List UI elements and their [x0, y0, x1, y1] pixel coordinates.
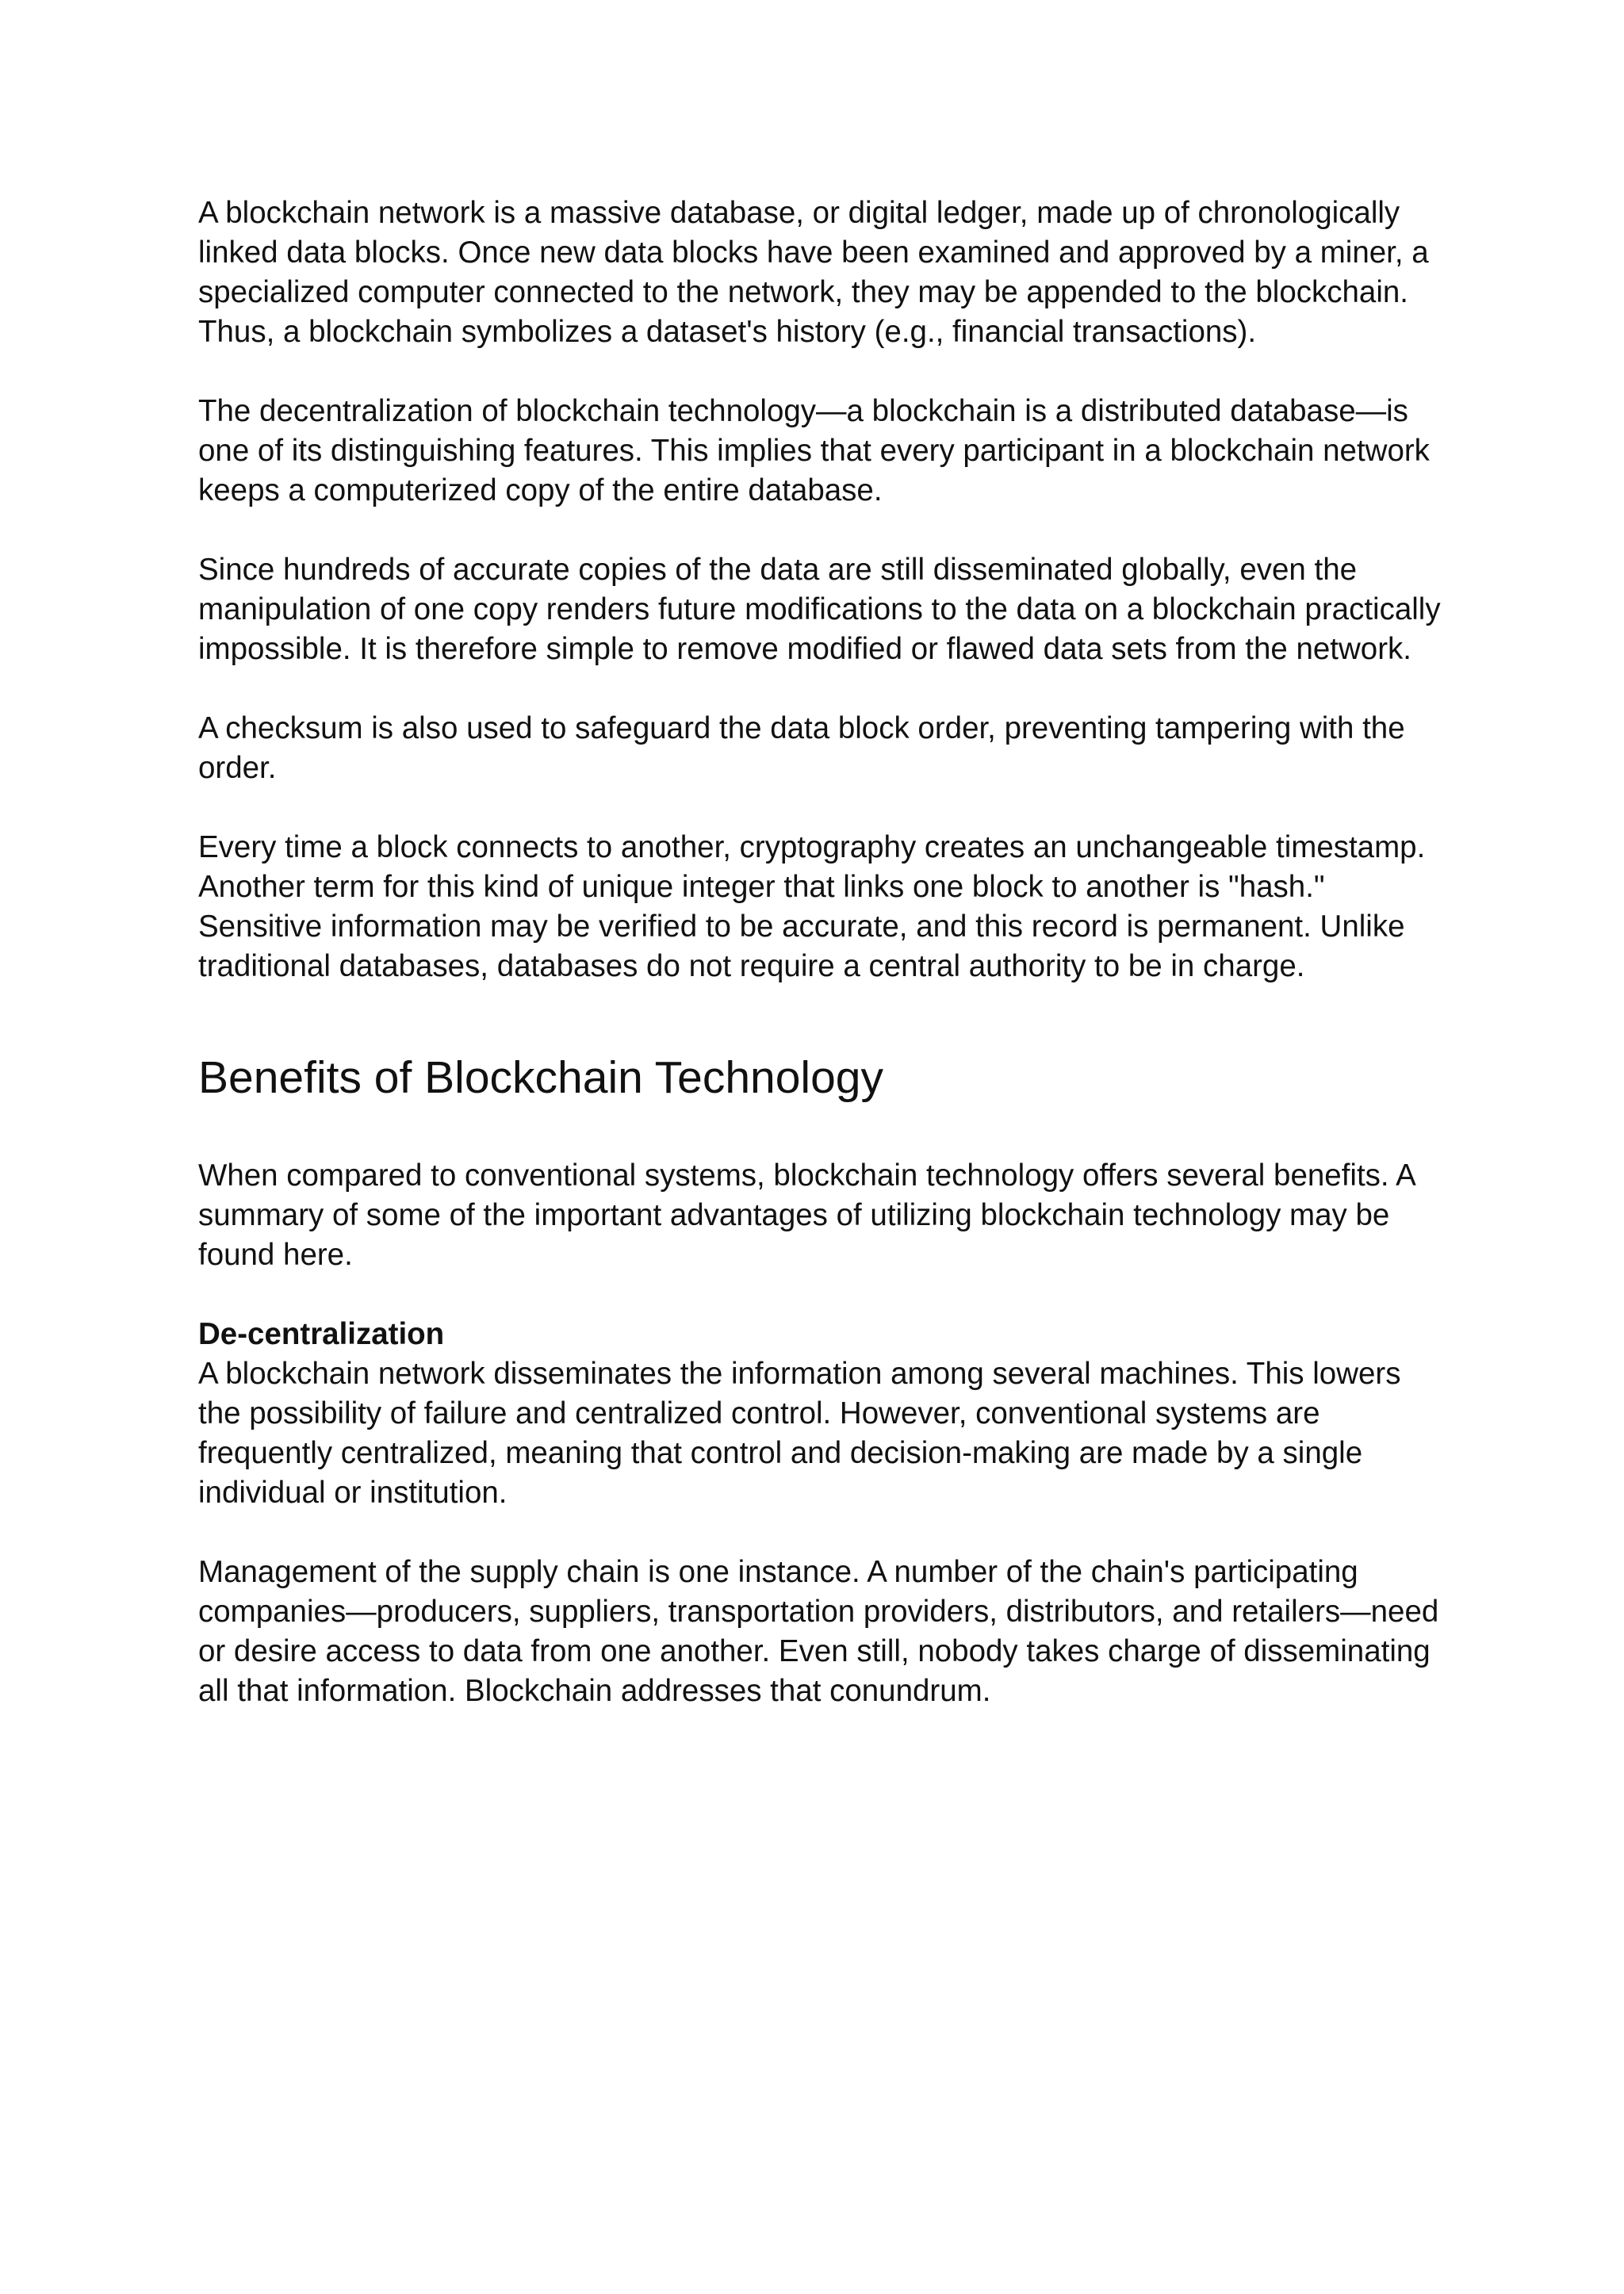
paragraph-gap [198, 788, 1443, 828]
paragraph-copies: Since hundreds of accurate copies of the data are still disseminated globally, even the manipulation of one copy renders future modifications to the data on a blockchain practically impossible. It is therefore simple to remove modified or flawed data sets from the network. [198, 553, 1441, 666]
document-page [198, 193, 1443, 1711]
paragraph-gap [198, 511, 1443, 550]
paragraph-gap [198, 1275, 1443, 1315]
paragraph-decentralization: The decentralization of blockchain technology—a blockchain is a distributed database—is one of its distinguishing features. This implies that every participant in a blockchain network keeps a computerized copy of the entire database. [198, 394, 1430, 507]
paragraph-timestamp: Every time a block connects to another, cryptography creates an unchangeable timestamp. Another term for this kind of unique integer that links one block to another is "hash." Sensitive information may be verified to be accurate, and this record is permanent. Unlike traditional databases, databases do not require a central authority to be in charge. [198, 830, 1426, 983]
paragraph-network-dissemination: A blockchain network disseminates the information among several machines. This lowers the possibility of failure and centralized control. However, conventional systems are frequently centralized, meaning that control and decision-making are made by a single individual or institution. [198, 1357, 1401, 1510]
paragraph-gap [198, 352, 1443, 392]
paragraph-checksum: A checksum is also used to safeguard the data block order, preventing tampering with the order. [198, 711, 1405, 785]
subheading-decentralization: De-centralization [198, 1317, 445, 1351]
paragraph-gap [198, 669, 1443, 709]
paragraph-gap [198, 1513, 1443, 1553]
paragraph-supply-chain: Management of the supply chain is one instance. A number of the chain's participating companies—producers, suppliers, transportation providers, distributors, and retailers—need or desire access to data from one another. Even still, nobody takes charge of disseminating all that information. Blockchain addresses that conundrum. [198, 1555, 1439, 1708]
paragraph-blockchain-definition: A blockchain network is a massive database, or digital ledger, made up of chronologically linked data blocks. Once new data blocks have been examined and approved by a miner, a specialized computer connected to the network, they may be appended to the blockchain. Thus, a blockchain symbolizes a dataset's history (e.g., financial transactions). [198, 196, 1429, 349]
section-intro: When compared to conventional systems, blockchain technology offers several benefits. A summary of some of the important advantages of utilizing blockchain technology may be found here. [198, 1158, 1415, 1272]
section-heading: Benefits of Blockchain Technology [198, 1052, 883, 1103]
